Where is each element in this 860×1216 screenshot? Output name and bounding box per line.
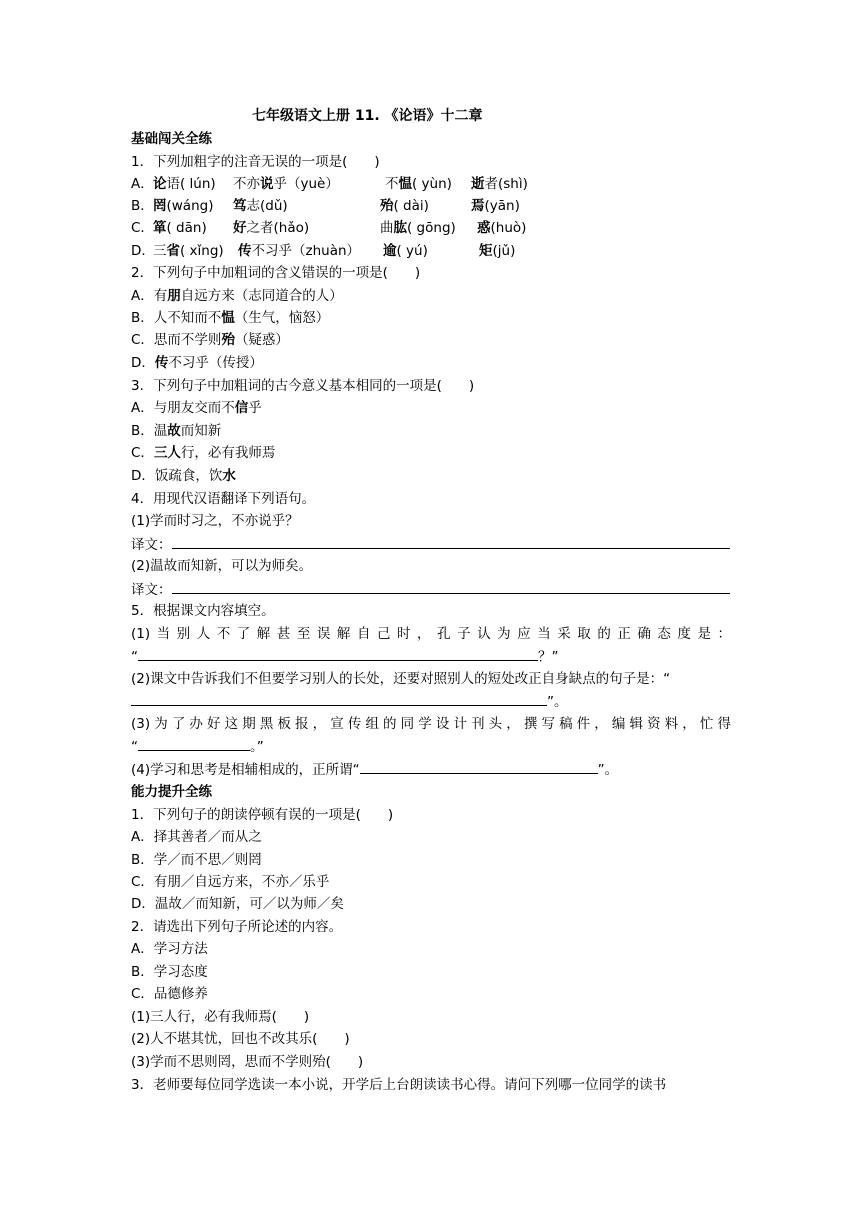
q4-answer-line-2 xyxy=(131,580,730,599)
q2a-post: 自远方来（志同道合的人） xyxy=(180,288,343,304)
q1b-bold-2: 笃 xyxy=(233,198,247,214)
q1-option-a xyxy=(131,175,731,193)
q1-option-c xyxy=(131,219,731,237)
q5-blank-4[interactable] xyxy=(360,760,598,774)
q2d-bold: 传 xyxy=(154,355,169,371)
section-heading-advanced: 能力提升全练 xyxy=(131,784,212,800)
q1c-bold-2: 好 xyxy=(233,220,247,236)
q2d-pre: D． xyxy=(131,355,155,371)
q2-option-a xyxy=(131,287,343,305)
q4-sentence-2: (2)温故而知新，可以为师矣。 xyxy=(131,558,313,574)
p2-option-b: B．学习态度 xyxy=(131,964,208,980)
q1c-text-1: ( dān) xyxy=(166,220,207,236)
q5-item-3-open-quote: “ xyxy=(131,739,138,755)
q5-item-3-line-a xyxy=(131,715,731,733)
q5-item-1-text: (1)当别人不了解甚至误解自己时，孔子认为应当采取的正确态度是： xyxy=(131,626,731,642)
q2c-pre: C．思而不学则 xyxy=(131,332,222,348)
q1d-text-3: ( yú) xyxy=(396,243,428,259)
q1b-label: B． xyxy=(131,198,154,214)
q3b-pre: B．温 xyxy=(131,423,168,439)
q3c-bold: 三人 xyxy=(153,445,181,461)
q3-option-c xyxy=(131,444,275,462)
q1a-text-1: 语( lún) xyxy=(166,176,216,192)
q1d-label: D． xyxy=(131,243,155,259)
q1b-text-2: 志(dǔ) xyxy=(246,198,288,214)
q1a-text-2a: 不亦 xyxy=(233,176,260,192)
q3-option-b xyxy=(131,422,221,440)
q5-item-3-text: (3)为了办好这期黑板报，宣传组的同学设计刊头，撰写稿件，编辑资料，忙得 xyxy=(131,716,731,732)
q2d-post: 不习乎（传授） xyxy=(168,355,263,371)
p3-stem: 3．老师要每位同学选读一本小说，开学后上台朗读读书心得。请问下列哪一位同学的读书 xyxy=(131,1077,667,1093)
q3-option-d xyxy=(131,467,236,485)
q3a-bold: 信 xyxy=(234,400,249,416)
q5-item-4 xyxy=(131,760,618,779)
q5-item-2-close: ”。 xyxy=(547,694,568,710)
q5-item-4-text: (4)学习和思考是相辅相成的，正所谓“ xyxy=(131,762,360,778)
q1d-text-1: ( xǐng) xyxy=(180,243,224,259)
p1-option-c: C．有朋／自远方来，不亦／乐乎 xyxy=(131,874,330,890)
q2-option-b xyxy=(131,309,329,327)
q3c-post: 行，必有我师焉 xyxy=(180,445,276,461)
q1a-bold-2: 说 xyxy=(260,176,274,192)
q4-blank-2[interactable] xyxy=(172,580,730,594)
q1d-bold-3: 逾 xyxy=(383,243,397,259)
q1-option-b xyxy=(131,197,731,215)
q3a-pre: A．与朋友交而不 xyxy=(131,400,235,416)
q1d-text-2: 不习乎（zhuàn） xyxy=(251,243,361,259)
q4-blank-1[interactable] xyxy=(172,535,730,549)
q5-blank-1[interactable] xyxy=(138,647,538,661)
q4-sentence-1: (1)学而时习之，不亦说乎？ xyxy=(131,513,299,529)
p2-option-a: A．学习方法 xyxy=(131,941,208,957)
q1b-text-4: (yān) xyxy=(484,198,520,214)
p1-option-b: B．学／而不思／则罔 xyxy=(131,852,262,868)
q2c-post: （疑惑） xyxy=(234,332,289,348)
q1d-bold-2: 传 xyxy=(238,243,252,259)
q5-item-1-line-b xyxy=(131,647,559,666)
q4-translation-label-1: 译文： xyxy=(131,537,172,553)
q1b-bold-3: 殆 xyxy=(380,198,394,214)
q1b-text-1: (wáng) xyxy=(166,198,214,214)
q5-stem: 5．根据课文内容填空。 xyxy=(131,603,275,619)
q1b-bold-4: 焉 xyxy=(471,198,485,214)
q1a-bold-1: 论 xyxy=(153,176,167,192)
q1d-text-1a: 三 xyxy=(153,243,167,259)
q1c-label: C． xyxy=(131,220,154,236)
q5-item-1-line-a xyxy=(131,625,731,643)
p1-stem: 1．下列句子的朗读停顿有误的一项是( ) xyxy=(131,807,394,823)
q1c-text-3a: 曲 xyxy=(380,220,394,236)
q3a-post: 乎 xyxy=(248,400,262,416)
q2a-bold: 朋 xyxy=(167,288,181,304)
q5-item-2-line-a xyxy=(131,670,670,688)
q1c-bold-3: 肱 xyxy=(393,220,407,236)
page-title: 七年级语文上册 11. 《论语》十二章 xyxy=(252,108,483,124)
q3d-bold: 水 xyxy=(222,468,236,484)
q2-option-c xyxy=(131,331,289,349)
q2c-bold: 殆 xyxy=(221,332,235,348)
q1b-text-3: ( dài) xyxy=(393,198,429,214)
q2b-bold: 愠 xyxy=(221,310,235,326)
q4-translation-label-2: 译文： xyxy=(131,582,172,598)
q5-item-2-text: (2)课文中告诉我们不但要学习别人的长处，还要对照别人的短处改正自身缺点的句子是：“ xyxy=(131,671,671,687)
q5-blank-2[interactable] xyxy=(131,692,547,706)
p2-stem: 2．请选出下列句子所论述的内容。 xyxy=(131,919,343,935)
q3b-post: 而知新 xyxy=(180,423,222,439)
q4-answer-line-1 xyxy=(131,535,730,554)
q1c-text-3: ( gōng) xyxy=(407,220,456,236)
q5-blank-3[interactable] xyxy=(138,737,250,751)
q1d-bold-1: 省 xyxy=(166,243,180,259)
q2-option-d xyxy=(131,354,263,372)
q1c-bold-1: 箪 xyxy=(153,220,167,236)
p2-sentence-1: (1)三人行，必有我师焉( ) xyxy=(131,1009,310,1025)
q3-stem: 3．下列句子中加粗词的古今意义基本相同的一项是( ) xyxy=(131,378,475,394)
q1a-text-4: 者(shì) xyxy=(484,176,528,192)
q1c-bold-4: 惑 xyxy=(477,220,491,236)
q5-item-3-line-b xyxy=(131,737,264,756)
q2-stem: 2．下列句子中加粗词的含义错误的一项是( ) xyxy=(131,265,421,281)
q1d-bold-4: 矩 xyxy=(479,243,493,259)
q1c-text-4: (huò) xyxy=(490,220,527,236)
q1a-label: A． xyxy=(131,176,154,192)
p2-sentence-3: (3)学而不思则罔，思而不学则殆( ) xyxy=(131,1054,364,1070)
q1-stem: 1．下列加粗字的注音无误的一项是( ) xyxy=(131,154,380,170)
q1a-text-2: 乎（yuè） xyxy=(273,176,339,192)
q5-item-1-close: ？” xyxy=(538,649,559,665)
q3c-pre: C． xyxy=(131,445,154,461)
q5-item-3-close: 。” xyxy=(250,739,264,755)
q3b-bold: 故 xyxy=(167,423,181,439)
q1a-text-3: ( yùn) xyxy=(412,176,452,192)
q1a-bold-4: 逝 xyxy=(471,176,485,192)
q2b-pre: B．人不知而不 xyxy=(131,310,222,326)
q5-item-1-open-quote: “ xyxy=(131,649,138,665)
p2-sentence-2: (2)人不堪其忧，回也不改其乐( ) xyxy=(131,1031,350,1047)
q5-item-4-close: ”。 xyxy=(597,762,619,778)
q2a-pre: A．有 xyxy=(131,288,168,304)
q1d-text-4: (jǔ) xyxy=(492,243,516,259)
p1-option-d: D．温故／而知新，可／以为师／矣 xyxy=(131,896,344,912)
q1a-text-3a: 不 xyxy=(385,176,399,192)
q1b-bold-1: 罔 xyxy=(153,198,167,214)
q3d-pre: D．饭疏食，饮 xyxy=(131,468,223,484)
p1-option-a: A．择其善者／而从之 xyxy=(131,829,262,845)
q1-option-d xyxy=(131,242,731,260)
q5-item-2-line-b xyxy=(131,692,568,711)
section-heading-basic: 基础闯关全练 xyxy=(131,131,212,147)
q1a-bold-3: 愠 xyxy=(398,176,412,192)
q2b-post: （生气，恼怒） xyxy=(234,310,330,326)
q4-stem: 4．用现代汉语翻译下列语句。 xyxy=(131,491,316,507)
q3-option-a xyxy=(131,399,262,417)
q1c-text-2: 之者(hǎo) xyxy=(246,220,310,236)
p2-option-c: C．品德修养 xyxy=(131,986,208,1002)
